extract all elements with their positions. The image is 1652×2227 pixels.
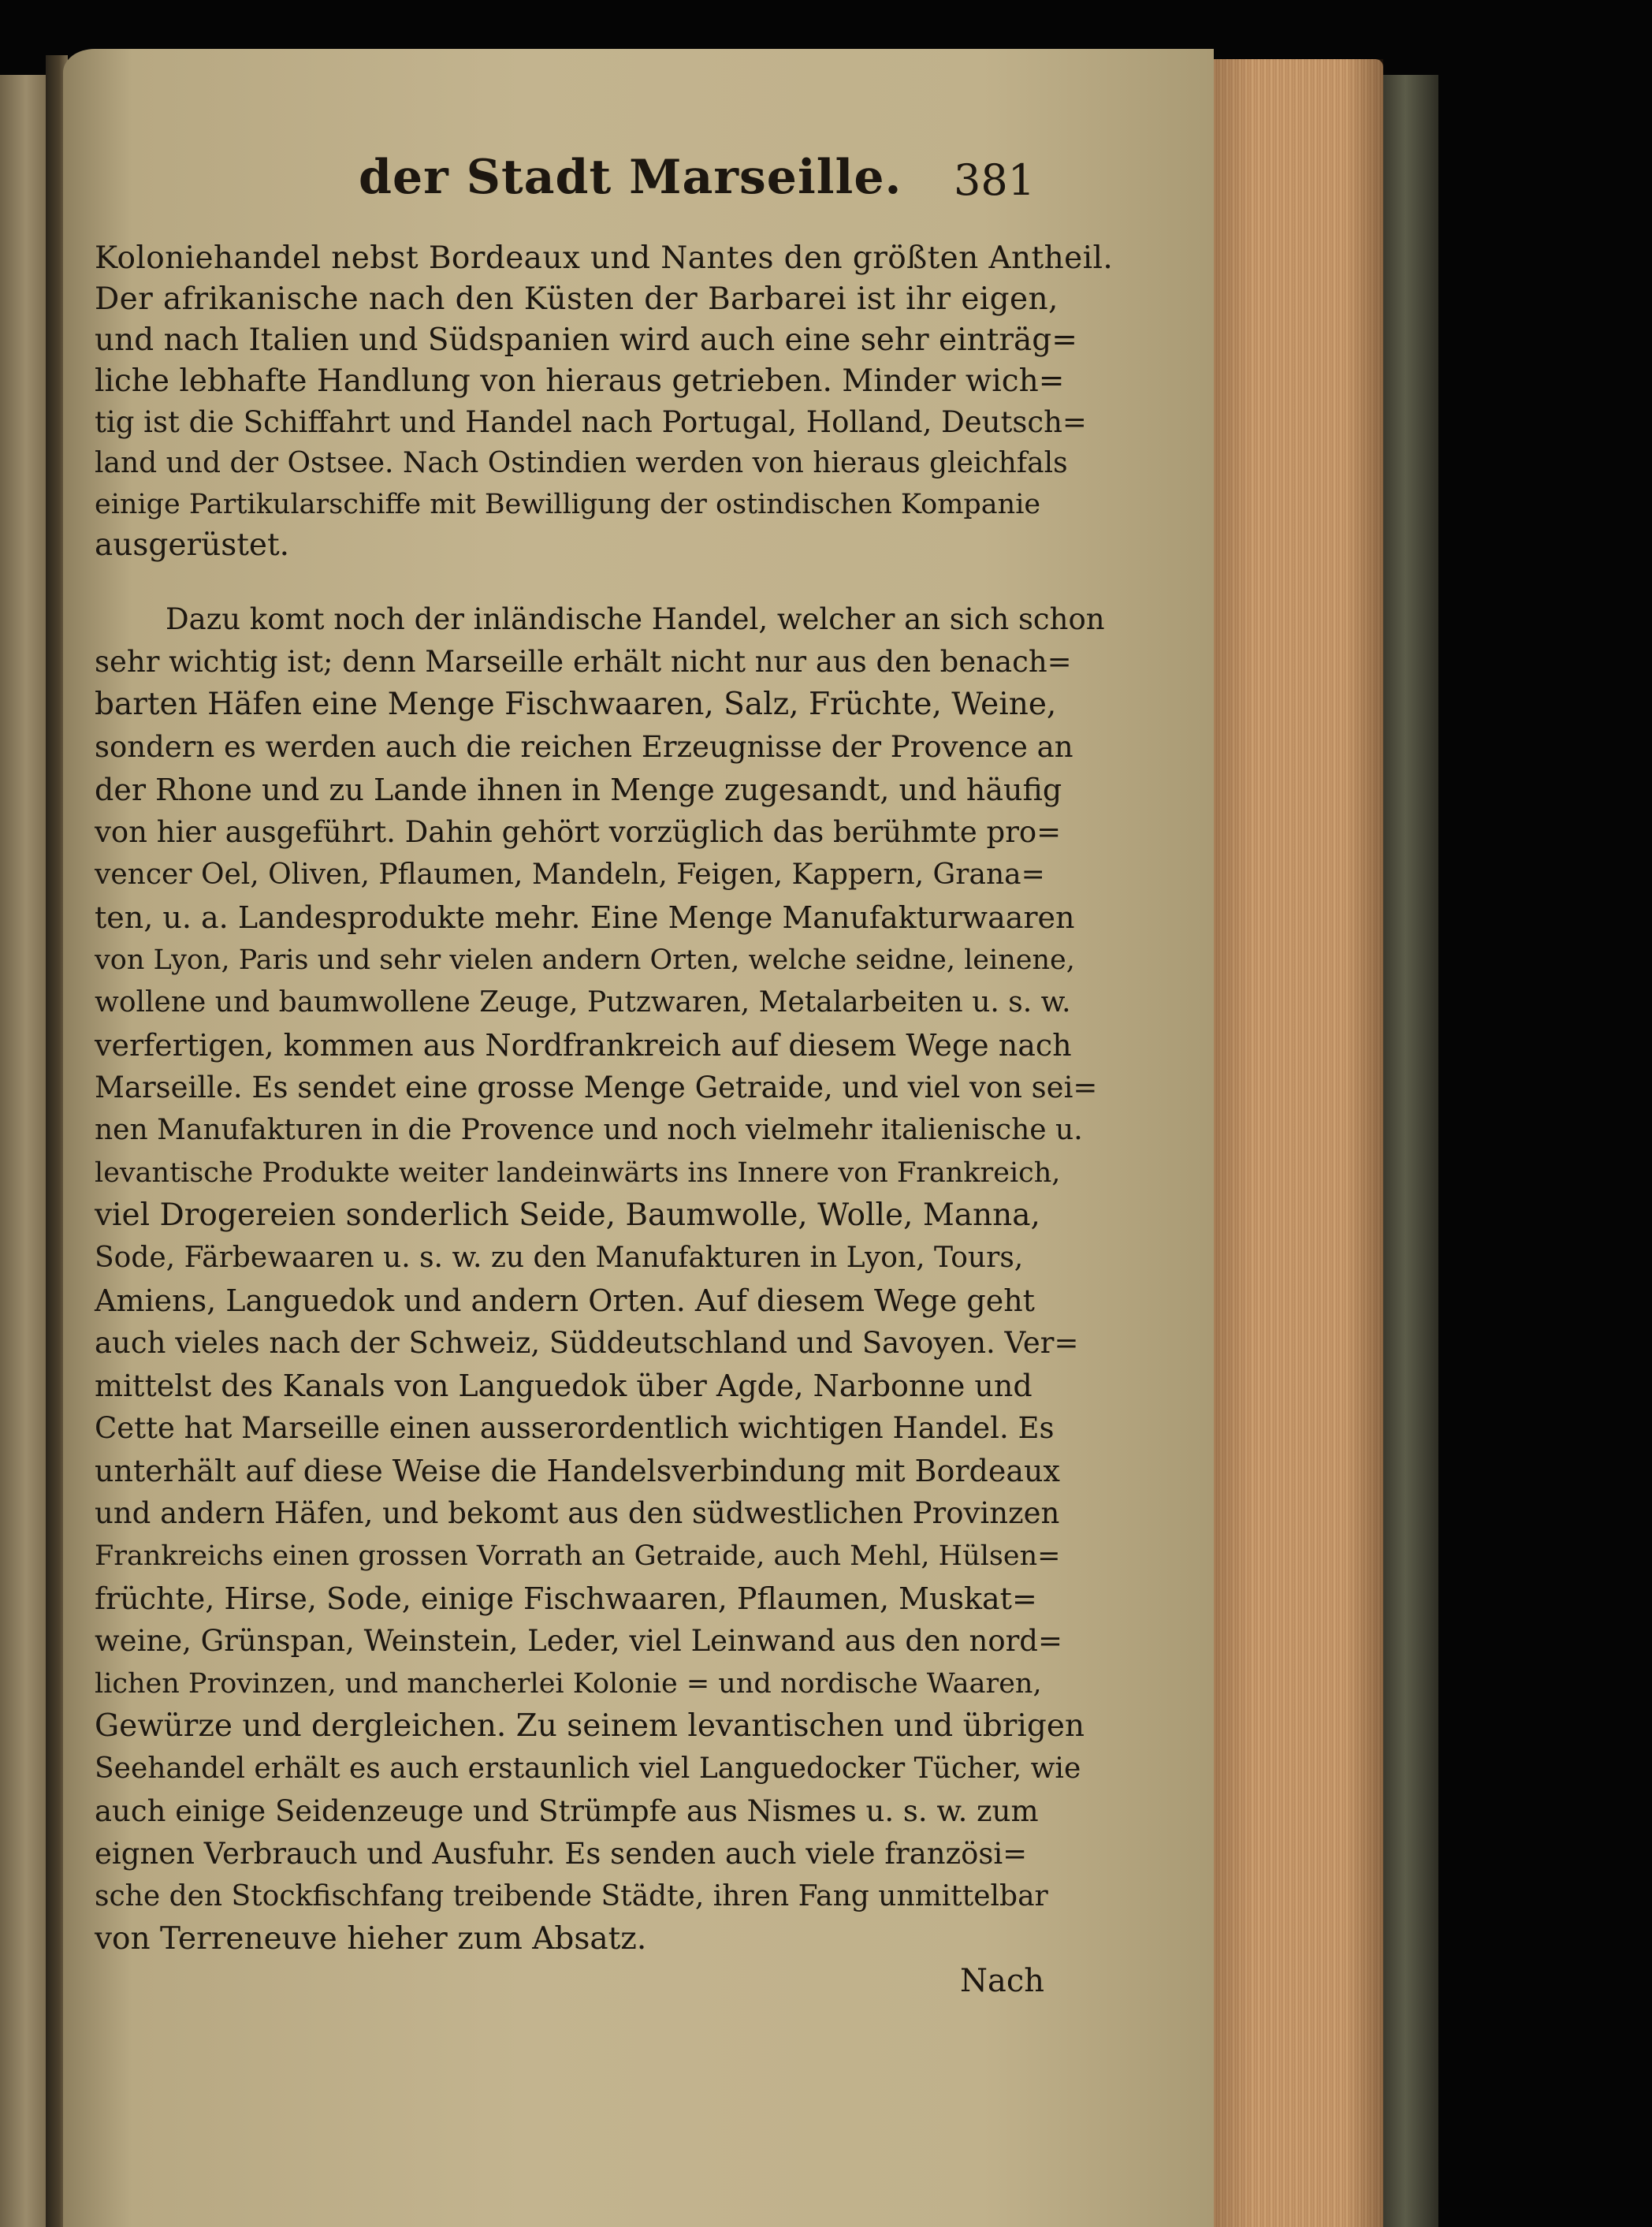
text-line: mittelst des Kanals von Languedok über Agde, Narbonne und	[95, 1369, 1032, 1403]
page-number: 381	[954, 155, 1036, 205]
text-line: Frankreichs einen grossen Vorrath an Getraide, auch Mehl, Hülsen=	[95, 1540, 1061, 1572]
text-line: sehr wichtig ist; denn Marseille erhält nicht nur aus den benach=	[95, 645, 1072, 679]
text-line: tig ist die Schiffahrt und Handel nach Portugal, Holland, Deutsch=	[95, 405, 1087, 439]
catchword: Nach	[960, 1963, 1045, 1999]
text-line: der Rhone und zu Lande ihnen in Menge zugesandt, und häufig	[95, 773, 1062, 807]
text-line: liche lebhafte Handlung von hieraus getrieben. Minder wich=	[95, 363, 1065, 399]
text-line: auch vieles nach der Schweiz, Süddeutschland und Savoyen. Ver=	[95, 1326, 1079, 1360]
text-line: ausgerüstet.	[95, 527, 290, 563]
text-line: Seehandel erhält es auch erstaunlich viel Languedocker Tücher, wie	[95, 1752, 1081, 1785]
text-line: Dazu komt noch der inländische Handel, welcher an sich schon	[166, 602, 1105, 636]
text-line: auch einige Seidenzeuge und Strümpfe aus Nismes u. s. w. zum	[95, 1794, 1039, 1828]
text-line: barten Häfen eine Menge Fischwaaren, Salz, Früchte, Weine,	[95, 687, 1057, 722]
text-line: einige Partikularschiffe mit Bewilligung der ostindischen Kompanie	[95, 489, 1041, 520]
text-line: wollene und baumwollene Zeuge, Putzwaren, Metalarbeiten u. s. w.	[95, 986, 1071, 1019]
running-head: der Stadt Marseille.	[359, 150, 902, 205]
text-line: Sode, Färbewaaren u. s. w. zu den Manufakturen in Lyon, Tours,	[95, 1242, 1024, 1274]
text-line: vencer Oel, Oliven, Pflaumen, Mandeln, Feigen, Kappern, Grana=	[95, 858, 1045, 891]
page-edges-shading	[1198, 59, 1383, 2227]
text-line: Marseille. Es sendet eine grosse Menge Getraide, und viel von sei=	[95, 1071, 1098, 1104]
text-line: lichen Provinzen, und mancherlei Kolonie = und nordische Waaren,	[95, 1668, 1042, 1700]
text-line: von Lyon, Paris und sehr vielen andern Orten, welche seidne, leinene,	[95, 944, 1075, 976]
text-line: von Terreneuve hieher zum Absatz.	[95, 1921, 647, 1957]
text-line: früchte, Hirse, Sode, einige Fischwaaren, Pflaumen, Muskat=	[95, 1581, 1037, 1616]
text-line: sche den Stockfischfang treibende Städte, ihren Fang unmittelbar	[95, 1880, 1048, 1912]
text-line: sondern es werden auch die reichen Erzeugnisse der Provence an	[95, 730, 1073, 764]
text-line: unterhält auf diese Weise die Handelsverbindung mit Bordeaux	[95, 1454, 1060, 1488]
text-line: eignen Verbrauch und Ausfuhr. Es senden auch viele französi=	[95, 1837, 1028, 1871]
text-line: Gewürze und dergleichen. Zu seinem levantischen und übrigen	[95, 1708, 1085, 1744]
text-line: verfertigen, kommen aus Nordfrankreich auf diesem Wege nach	[95, 1028, 1072, 1063]
text-line: nen Manufakturen in die Provence und noch vielmehr italienische u.	[95, 1114, 1083, 1146]
text-line: weine, Grünspan, Weinstein, Leder, viel Leinwand aus den nord=	[95, 1624, 1062, 1658]
text-line: viel Drogereien sonderlich Seide, Baumwolle, Wolle, Manna,	[95, 1197, 1040, 1233]
text-line: ten, u. a. Landesprodukte mehr. Eine Menge Manufakturwaaren	[95, 900, 1075, 935]
text-line: land und der Ostsee. Nach Ostindien werden von hieraus gleichfals	[95, 447, 1068, 479]
book-cover	[1383, 75, 1438, 2227]
text-line: Amiens, Languedok und andern Orten. Auf diesem Wege geht	[95, 1283, 1035, 1318]
text-line: Der afrikanische nach den Küsten der Barbarei ist ihr eigen,	[95, 281, 1059, 317]
text-line: levantische Produkte weiter landeinwärts ins Innere von Frankreich,	[95, 1157, 1061, 1189]
text-line: und andern Häfen, und bekomt aus den südwestlichen Provinzen	[95, 1496, 1060, 1530]
text-line: Cette hat Marseille einen ausserordentlich wichtigen Handel. Es	[95, 1411, 1055, 1445]
text-line: von hier ausgeführt. Dahin gehört vorzüglich das berühmte pro=	[95, 815, 1062, 849]
text-line: Koloniehandel nebst Bordeaux und Nantes den größten Antheil.	[95, 240, 1114, 276]
text-line: und nach Italien und Südspanien wird auch eine sehr einträg=	[95, 322, 1077, 358]
facing-page-edge	[0, 75, 47, 2227]
